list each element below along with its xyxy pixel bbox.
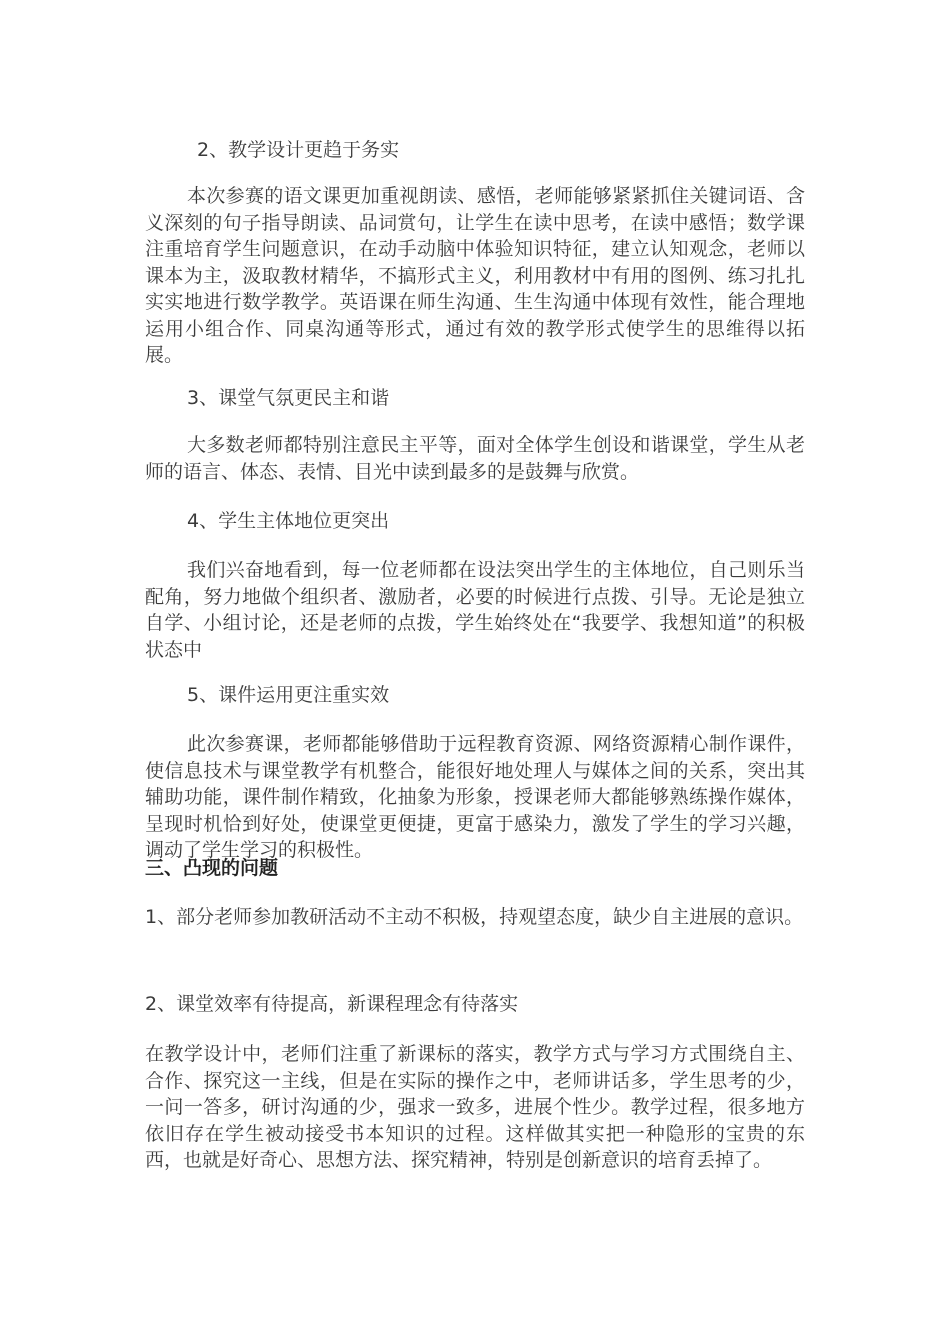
paragraph-teaching-design: 本次参赛的语文课更加重视朗读、感悟，老师能够紧紧抓住关键词语、含义深刻的句子指导朗读、品词赏句，让学生在读中思考，在读中感悟；数学课注重培育学生问题意识，在动手动脑中体验知识特征，建立认知观念，老师以课本为主，汲取教材精华，不搞形式主义，利用教材中有用的图例、练习扎扎实实地进行数学教学。英语课在师生沟通、生生沟通中体现有效性，能合理地运用小组合作、同桌沟通等形式，通过有效的教学形式使学生的思维得以拓展。	[145, 185, 805, 366]
heading-classroom-atmosphere: 3、课堂气氛更民主和谐	[187, 387, 390, 409]
paragraph-classroom-atmosphere: 大多数老师都特别注意民主平等，面对全体学生创设和谐课堂，学生从老师的语言、体态、表情、目光中读到最多的是鼓舞与欣赏。	[145, 434, 805, 483]
heading-courseware: 5、课件运用更注重实效	[187, 684, 390, 706]
problem-item-2-body: 在教学设计中，老师们注重了新课标的落实，教学方式与学习方式围绕自主、合作、探究这一主线，但是在实际的操作之中，老师讲话多，学生思考的少，一问一答多，研讨沟通的少，强求一致多，进展个性少。教学过程，很多地方依旧存在学生被动接受书本知识的过程。这样做其实把一种隐形的宝贵的东西，也就是好奇心、思想方法、探究精神，特别是创新意识的培育丢掉了。	[145, 1043, 805, 1171]
heading-teaching-design: 2、教学设计更趋于务实	[197, 139, 400, 161]
heading-student-subject: 4、学生主体地位更突出	[187, 510, 390, 532]
paragraph-courseware: 此次参赛课，老师都能够借助于远程教育资源、网络资源精心制作课件，使信息技术与课堂教学有机整合，能很好地处理人与媒体之间的关系，突出其辅助功能，课件制作精致，化抽象为形象，授课老师大都能够熟练操作媒体，呈现时机恰到好处，使课堂更便捷，更富于感染力，激发了学生的学习兴趣，调动了学生学习的积极性。	[145, 733, 805, 861]
problem-item-1: 1、部分老师参加教研活动不主动不积极，持观望态度，缺少自主进展的意识。	[145, 906, 804, 928]
section-title-problems: 三、凸现的问题	[145, 857, 279, 879]
problem-item-2: 2、课堂效率有待提高，新课程理念有待落实	[145, 993, 519, 1015]
paragraph-student-subject: 我们兴奋地看到，每一位老师都在设法突出学生的主体地位，自己则乐当配角，努力地做个组织者、激励者，必要的时候进行点拨、引导。无论是独立自学、小组讨论，还是老师的点拨，学生始终处在“我要学、我想知道”的积极状态中	[145, 559, 805, 661]
